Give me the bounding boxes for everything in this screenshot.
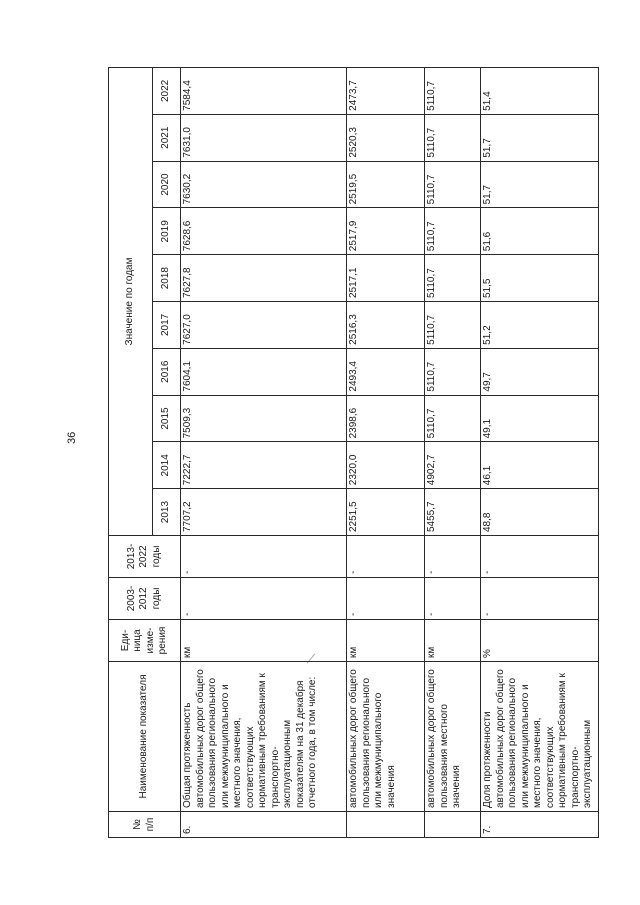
value-cell: 51,7 — [481, 161, 599, 208]
value-cell: 7627,8 — [181, 255, 347, 302]
value-cell: 7630,2 — [181, 161, 347, 208]
year-header: 2015 — [153, 395, 181, 442]
value-cell: 7222,7 — [181, 442, 347, 489]
header-num: № п/п — [109, 812, 181, 838]
value-cell: 2516,3 — [347, 302, 425, 349]
header-2013-2022: 2013-2022 годы — [109, 536, 181, 578]
row-unit: % — [481, 620, 599, 662]
header-unit: Еди-ница изме-рения — [109, 620, 181, 662]
value-cell: 7604,1 — [181, 348, 347, 395]
row-2013-2022: - — [425, 536, 481, 578]
row-2003-2012: - — [425, 578, 481, 620]
row-2003-2012: - — [181, 578, 347, 620]
year-header: 2022 — [153, 67, 181, 114]
indicators-table — [108, 67, 599, 838]
value-cell: 49,1 — [481, 395, 599, 442]
year-header: 2016 — [153, 348, 181, 395]
year-header: 2019 — [153, 208, 181, 255]
row-num — [425, 812, 481, 838]
value-cell: 5110,7 — [425, 348, 481, 395]
value-cell: 2251,5 — [347, 489, 425, 536]
row-unit: км — [181, 620, 347, 662]
value-cell: 2517,9 — [347, 208, 425, 255]
year-header: 2021 — [153, 114, 181, 161]
year-header: 2020 — [153, 161, 181, 208]
value-cell: 7707,2 — [181, 489, 347, 536]
row-num: 7. — [481, 812, 599, 838]
row-2013-2022: - — [347, 536, 425, 578]
value-cell: 2320,0 — [347, 442, 425, 489]
table-row — [425, 67, 481, 837]
row-name: автомобильных дорог общего пользования регионального или межмуниципального значения — [347, 662, 425, 812]
value-cell: 5110,7 — [425, 114, 481, 161]
value-cell: 51,5 — [481, 255, 599, 302]
value-cell: 2517,1 — [347, 255, 425, 302]
row-num — [347, 812, 425, 838]
row-name: Общая протяженность автомобильных дорог общего пользования регионального или межмуниципального и местного значения, соответствующих нормативным требованиям к транспортно-эксплуатационным показателям на 31 декабря отчетного года, в том числе: — [181, 662, 347, 812]
row-unit: км — [347, 620, 425, 662]
table-row — [481, 67, 599, 837]
value-cell: 5110,7 — [425, 395, 481, 442]
value-cell: 7628,6 — [181, 208, 347, 255]
row-name: автомобильных дорог общего пользования местного значения — [425, 662, 481, 812]
value-cell: 51,6 — [481, 208, 599, 255]
value-cell: 7627,0 — [181, 302, 347, 349]
header-2003-2012: 2003-2012 годы — [109, 578, 181, 620]
page-number: 36 — [66, 431, 78, 444]
value-cell: 2473,7 — [347, 67, 425, 114]
value-cell: 5110,7 — [425, 67, 481, 114]
rotated-table-wrapper — [108, 68, 598, 838]
table-row — [181, 67, 347, 837]
row-unit: км — [425, 620, 481, 662]
value-cell: 2520,3 — [347, 114, 425, 161]
row-2013-2022: - — [481, 536, 599, 578]
value-cell: 7509,3 — [181, 395, 347, 442]
header-values-by-year: Значение по годам — [109, 67, 153, 535]
value-cell: 49,7 — [481, 348, 599, 395]
value-cell: 2519,5 — [347, 161, 425, 208]
row-2013-2022: - — [181, 536, 347, 578]
value-cell: 7584,4 — [181, 67, 347, 114]
value-cell: 5110,7 — [425, 208, 481, 255]
row-2003-2012: - — [481, 578, 599, 620]
value-cell: 5110,7 — [425, 161, 481, 208]
value-cell: 46,1 — [481, 442, 599, 489]
value-cell: 2493,4 — [347, 348, 425, 395]
row-name: Доля протяженности автомобильных дорог общего пользования регионального или межмуниципального и местного значения, соответствующих нормативным требованиям к транспортно-эксплуатационным — [481, 662, 599, 812]
value-cell: 51,4 — [481, 67, 599, 114]
value-cell: 51,2 — [481, 302, 599, 349]
row-num: 6. — [181, 812, 347, 838]
year-header: 2014 — [153, 442, 181, 489]
row-2003-2012: - — [347, 578, 425, 620]
value-cell: 51,7 — [481, 114, 599, 161]
table-row — [347, 67, 425, 837]
year-header: 2018 — [153, 255, 181, 302]
value-cell: 7631,0 — [181, 114, 347, 161]
value-cell: 48,8 — [481, 489, 599, 536]
value-cell: 2398,6 — [347, 395, 425, 442]
value-cell: 5455,7 — [425, 489, 481, 536]
value-cell: 4902,7 — [425, 442, 481, 489]
header-name: Наименование показателя — [109, 662, 181, 812]
year-header: 2017 — [153, 302, 181, 349]
value-cell: 5110,7 — [425, 255, 481, 302]
year-header: 2013 — [153, 489, 181, 536]
value-cell: 5110,7 — [425, 302, 481, 349]
